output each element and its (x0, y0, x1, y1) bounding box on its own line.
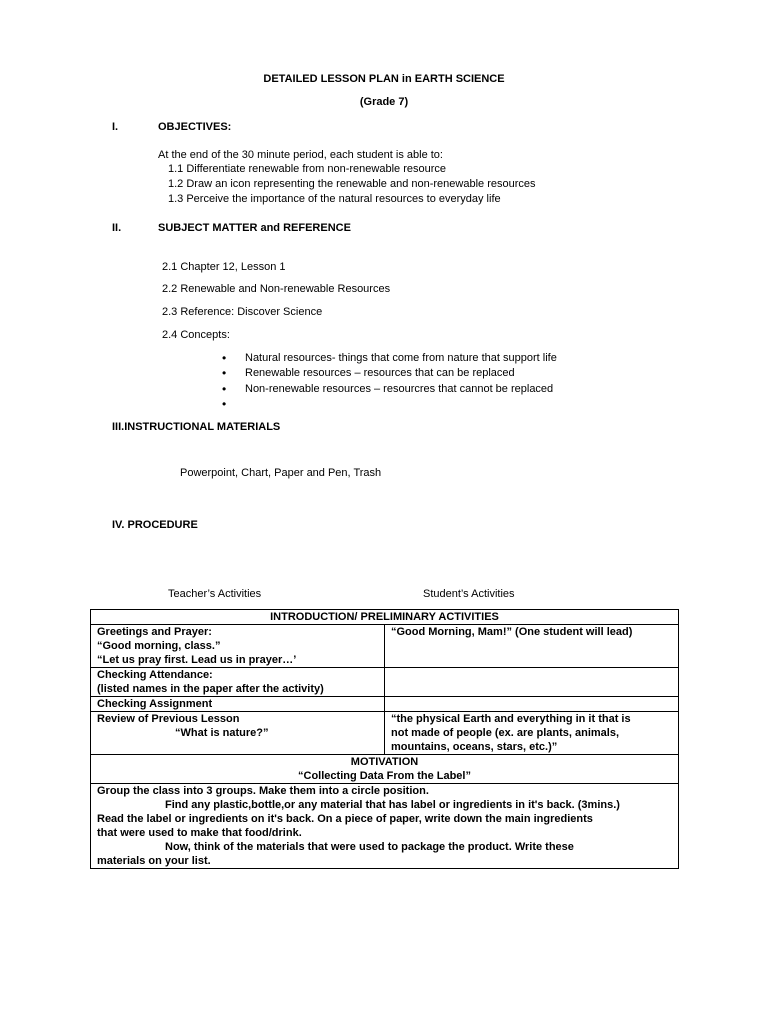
section1-heading: OBJECTIVES: (158, 121, 232, 133)
greetings-student-cell: “Good Morning, Mam!” (One student will lead) (385, 625, 679, 668)
bullet-marker: • (222, 351, 227, 365)
subject-item: 2.4 Concepts: (162, 329, 230, 341)
objective-item: 1.3 Perceive the importance of the natural resources to everyday life (168, 193, 501, 205)
motivation-line: Group the class into 3 groups. Make them into a circle position. (97, 785, 429, 797)
concept-bullet: Natural resources- things that come from nature that support life (245, 352, 557, 364)
materials-list: Powerpoint, Chart, Paper and Pen, Trash (180, 467, 382, 479)
grade-label: (Grade 7) (359, 96, 409, 108)
subject-item: 2.1 Chapter 12, Lesson 1 (162, 261, 286, 273)
review-answer-line: mountains, oceans, stars, etc.)” (391, 741, 558, 753)
review-teacher-cell (91, 712, 385, 755)
table-row (91, 784, 679, 869)
assignment-cell: Checking Assignment (91, 697, 385, 712)
objectives-intro: At the end of the 30 minute period, each student is able to: (158, 149, 443, 161)
motivation-line: Now, think of the materials that were used to package the product. Write these (165, 841, 574, 853)
table-row (91, 668, 679, 697)
table-row (91, 755, 679, 784)
motivation-body-cell (91, 784, 679, 869)
intro-header: INTRODUCTION/ PRELIMINARY ACTIVITIES (91, 610, 679, 625)
attendance-title: Checking Attendance: (97, 669, 213, 681)
greetings-title: Greetings and Prayer: (97, 626, 212, 638)
assignment-student-cell (385, 697, 679, 712)
greetings-teacher-cell (91, 625, 385, 668)
section2-numeral: II. (112, 222, 122, 234)
objective-item: 1.1 Differentiate renewable from non-renewable resource (168, 163, 447, 175)
subject-item: 2.2 Renewable and Non-renewable Resources (162, 283, 391, 295)
motivation-header-cell (91, 755, 679, 784)
motivation-subtitle: “Collecting Data From the Label” (298, 770, 471, 782)
bullet-marker: • (222, 366, 227, 380)
bullet-marker: • (222, 397, 227, 411)
concept-bullet: Non-renewable resources – resourcres that cannot be replaced (245, 383, 554, 395)
bullet-marker: • (222, 382, 227, 396)
table-row (91, 697, 679, 712)
subject-item: 2.3 Reference: Discover Science (162, 306, 323, 318)
table-row (91, 712, 679, 755)
table-row (91, 610, 679, 625)
section4-heading: IV. PROCEDURE (112, 519, 198, 531)
document-title: DETAILED LESSON PLAN in EARTH SCIENCE (263, 73, 505, 85)
attendance-cell (91, 668, 385, 697)
section1-numeral: I. (112, 121, 119, 133)
table-row (91, 625, 679, 668)
motivation-title: MOTIVATION (350, 756, 419, 768)
motivation-line: materials on your list. (97, 855, 211, 867)
review-answer-line: “the physical Earth and everything in it that is (391, 713, 631, 725)
concept-bullet: Renewable resources – resources that can be replaced (245, 367, 515, 379)
review-title: Review of Previous Lesson (97, 713, 240, 725)
teacher-activities-label: Teacher’s Activities (168, 588, 262, 600)
motivation-line: Find any plastic,bottle,or any material that has label or ingredients in it's back. (3mins.) (165, 799, 620, 811)
review-student-cell (385, 712, 679, 755)
motivation-line: that were used to make that food/drink. (97, 827, 302, 839)
review-answer-line: not made of people (ex. are plants, animals, (391, 727, 620, 739)
greetings-line: “Good morning, class.” (97, 640, 221, 652)
attendance-note: (listed names in the paper after the activity) (97, 683, 324, 695)
objective-item: 1.2 Draw an icon representing the renewable and non-renewable resources (168, 178, 536, 190)
attendance-student-cell (385, 668, 679, 697)
student-activities-label: Student’s Activities (423, 588, 515, 600)
greetings-line: “Let us pray first. Lead us in prayer…’ (97, 654, 297, 666)
section3-heading: III.INSTRUCTIONAL MATERIALS (112, 421, 281, 433)
review-question: “What is nature?” (175, 727, 269, 739)
motivation-line: Read the label or ingredients on it's back. On a piece of paper, write down the main ingredients (97, 813, 593, 825)
section2-heading: SUBJECT MATTER and REFERENCE (158, 222, 351, 234)
procedure-table (90, 609, 679, 869)
